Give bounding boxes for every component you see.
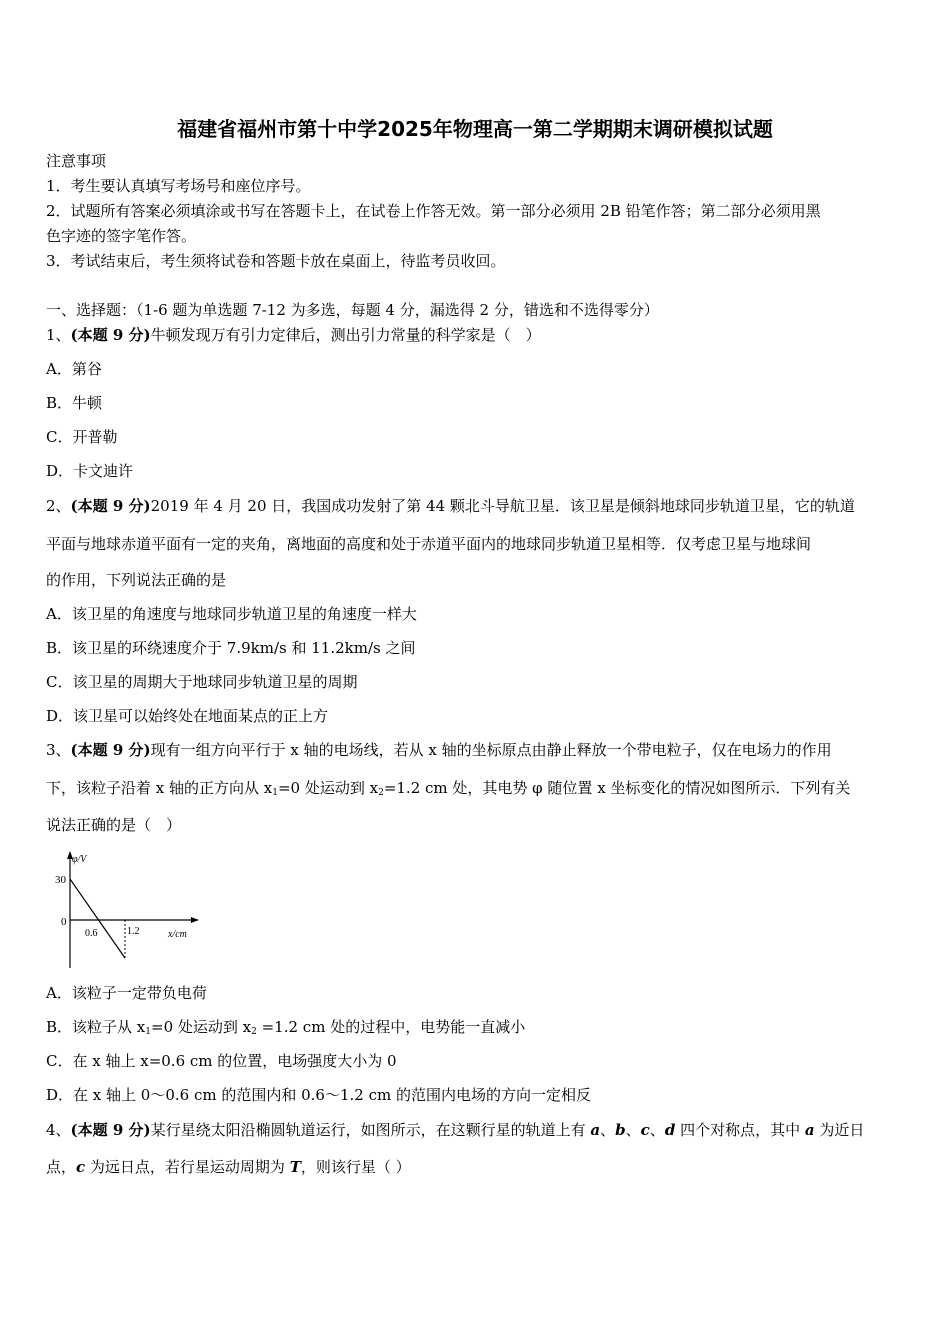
q3-line2-part-b: =0 处运动到 x bbox=[277, 779, 379, 797]
q4-point-b: b bbox=[615, 1121, 626, 1139]
q3-number: 3、 bbox=[46, 741, 71, 759]
q3-line2-part-a: 下，该粒子沿着 x 轴的正方向从 x bbox=[46, 779, 273, 797]
y-tick-30: 30 bbox=[55, 874, 66, 886]
x-tick-1-2: 1.2 bbox=[127, 926, 140, 937]
q4-number: 4、 bbox=[46, 1121, 71, 1139]
q4-sep-1: 、 bbox=[600, 1121, 616, 1139]
q4-stem-line-2 bbox=[46, 1157, 411, 1177]
q2-option-a: A．该卫星的角速度与地球同步轨道卫星的角速度一样大 bbox=[46, 605, 417, 623]
q2-stem-line-1 bbox=[46, 496, 855, 516]
q4-line1-part-c: 为近日 bbox=[814, 1121, 865, 1139]
q3-option-b-part-2: =0 处运动到 x bbox=[151, 1018, 252, 1036]
q3-option-a: A．该粒子一定带负电荷 bbox=[46, 984, 207, 1002]
notice-item-2: 2．试题所有答案必须填涂或书写在答题卡上，在试卷上作答无效。第一部分必须用 2B 铅笔作答；第二部分必须用黑 bbox=[46, 202, 821, 220]
q4-point-d: d bbox=[664, 1121, 676, 1139]
q4-sep-2: 、 bbox=[625, 1121, 641, 1139]
q4-point-c-2: c bbox=[76, 1158, 86, 1176]
q4-line2-part-b: 为远日点，若行星运动周期为 bbox=[85, 1158, 290, 1176]
origin-label: 0 bbox=[61, 916, 67, 928]
q2-option-b: B．该卫星的环绕速度介于 7.9km/s 和 11.2km/s 之间 bbox=[46, 639, 416, 657]
q2-stem-text-1: 2019 年 4 月 20 日，我国成功发射了第 44 颗北斗导航卫星．该卫星是倾斜地球同步轨道卫星，它的轨道 bbox=[150, 497, 855, 515]
x-axis-label: x/cm bbox=[168, 929, 187, 940]
q4-point-c: c bbox=[640, 1121, 650, 1139]
q2-option-d: D．该卫星可以始终处在地面某点的正上方 bbox=[46, 707, 329, 725]
q1-option-b: B．牛顿 bbox=[46, 394, 103, 412]
q1-number: 1、 bbox=[46, 326, 71, 344]
q1-stem bbox=[46, 325, 541, 345]
q1-stem-text: 牛顿发现万有引力定律后，测出引力常量的科学家是（ ） bbox=[150, 326, 541, 344]
q4-stem-line-1 bbox=[46, 1120, 864, 1140]
q1-option-d: D．卡文迪许 bbox=[46, 462, 134, 480]
q1-option-c: C．开普勒 bbox=[46, 428, 118, 446]
q3-stem-line-2 bbox=[46, 778, 850, 803]
q1-score: (本题 9 分) bbox=[70, 326, 151, 344]
q3-stem-line-3: 说法正确的是（ ） bbox=[46, 816, 182, 834]
q3-option-d: D．在 x 轴上 0～0.6 cm 的范围内和 0.6～1.2 cm 的范围内电场的方向一定相反 bbox=[46, 1086, 591, 1104]
q4-line2-part-c: ，则该行星（ ） bbox=[300, 1158, 411, 1176]
q4-line1-part-b: 四个对称点，其中 bbox=[675, 1121, 805, 1139]
notice-heading: 注意事项 bbox=[46, 152, 107, 170]
x-axis-arrow-icon bbox=[191, 917, 199, 923]
q3-option-b-sub-2: 2 bbox=[251, 1027, 257, 1037]
section-heading: 一、选择题：（1-6 题为单选题 7-12 为多选，每题 4 分，漏选得 2 分，错选和不选得零分） bbox=[46, 301, 659, 319]
q4-point-a: a bbox=[590, 1121, 601, 1139]
x-tick-0-6: 0.6 bbox=[85, 928, 98, 939]
q2-score: (本题 9 分) bbox=[70, 497, 151, 515]
q4-line1-part-a: 某行星绕太阳沿椭圆轨道运行，如图所示，在这颗行星的轨道上有 bbox=[150, 1121, 591, 1139]
q3-option-c: C．在 x 轴上 x=0.6 cm 的位置，电场强度大小为 0 bbox=[46, 1052, 397, 1070]
q3-sub-1: 1 bbox=[272, 788, 278, 798]
y-axis-label: φ/V bbox=[72, 854, 87, 865]
q2-stem-line-2: 平面与地球赤道平面有一定的夹角，离地面的高度和处于赤道平面内的地球同步轨道卫星相等．仅考虑卫星与地球间 bbox=[46, 535, 812, 553]
potential-graph bbox=[52, 848, 202, 972]
q4-sep-3: 、 bbox=[649, 1121, 665, 1139]
q3-option-b-part-1: B．该粒子从 x bbox=[46, 1018, 146, 1036]
q3-line2-part-c: =1.2 cm 处，其电势 φ 随位置 x 坐标变化的情况如图所示．下列有关 bbox=[383, 779, 851, 797]
q4-point-a-2: a bbox=[804, 1121, 815, 1139]
q4-line2-part-a: 点， bbox=[46, 1158, 77, 1176]
notice-item-1: 1．考生要认真填写考场号和座位序号。 bbox=[46, 177, 311, 195]
q3-option-b-sub-1: 1 bbox=[145, 1027, 151, 1037]
q3-option-b bbox=[46, 1017, 525, 1042]
page-title: 福建省福州市第十中学2025年物理高一第二学期期末调研模拟试题 bbox=[177, 117, 773, 141]
q3-stem-text-1: 现有一组方向平行于 x 轴的电场线，若从 x 轴的坐标原点由静止释放一个带电粒子，仅在电场力的作用 bbox=[150, 741, 832, 759]
q2-stem-line-3: 的作用，下列说法正确的是 bbox=[46, 571, 227, 589]
notice-item-2-cont: 色字迹的签字笔作答。 bbox=[46, 227, 197, 245]
q3-stem-line-1 bbox=[46, 740, 832, 760]
q1-option-a: A．第谷 bbox=[46, 360, 102, 378]
q4-score: (本题 9 分) bbox=[70, 1121, 151, 1139]
q4-period-symbol: T bbox=[289, 1158, 301, 1176]
notice-item-3: 3．考试结束后，考生须将试卷和答题卡放在桌面上，待监考员收回。 bbox=[46, 252, 506, 270]
q3-score: (本题 9 分) bbox=[70, 741, 151, 759]
q3-sub-2: 2 bbox=[378, 788, 384, 798]
q3-option-b-part-3: =1.2 cm 处的过程中，电势能一直减小 bbox=[256, 1018, 526, 1036]
q2-number: 2、 bbox=[46, 497, 71, 515]
potential-line bbox=[70, 879, 125, 958]
q2-option-c: C．该卫星的周期大于地球同步轨道卫星的周期 bbox=[46, 673, 358, 691]
